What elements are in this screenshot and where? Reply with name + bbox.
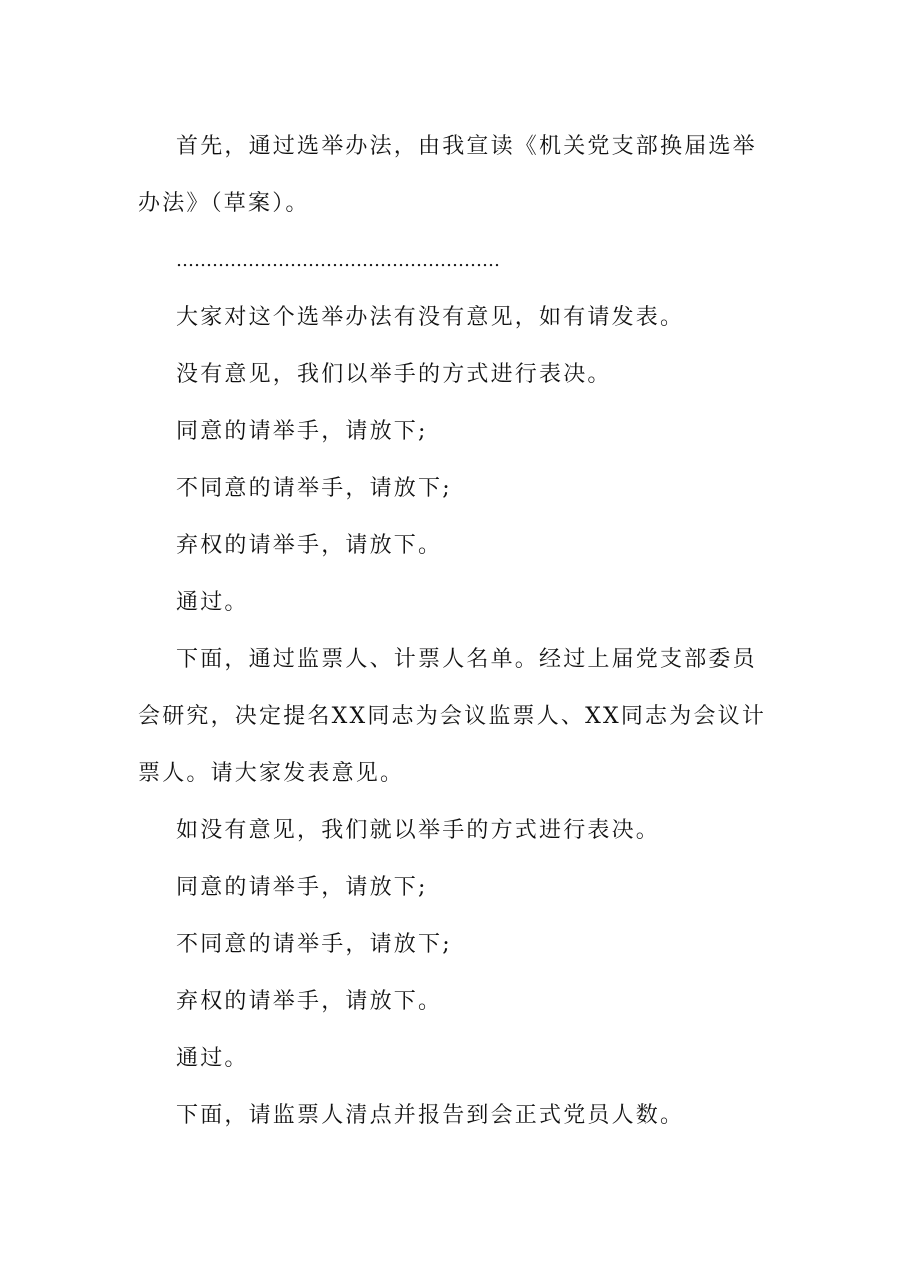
paragraph-vote-method: 没有意见，我们以举手的方式进行表决。 [176,362,612,387]
paragraph-vote-method-2: 如没有意见，我们就以举手的方式进行表决。 [176,818,661,843]
paragraph-passed-2: 通过。 [176,1046,249,1071]
paragraph-agree-2: 同意的请举手，请放下; [176,875,428,900]
paragraph-ask-opinions: 大家对这个选举办法有没有意见，如有请发表。 [176,305,685,330]
paragraph-passed: 通过。 [176,590,249,615]
paragraph-election-method: 首先，通过选举办法，由我宣读《机关党支部换届选举办法》（草案）。 [138,134,757,216]
paragraph-abstain: 弃权的请举手，请放下。 [176,533,443,558]
document-body [138,118,778,1144]
paragraph-abstain-2: 弃权的请举手，请放下。 [176,989,443,1014]
paragraph-ellipsis: ……………………………………………… [176,250,500,271]
paragraph-scrutineers: 下面，通过监票人、计票人名单。经过上届党支部委员会研究，决定提名XX同志为会议监票人、XX同志为会议计票人。请大家发表意见。 [138,647,767,786]
paragraph-disagree: 不同意的请举手，请放下; [176,476,452,501]
paragraph-disagree-2: 不同意的请举手，请放下; [176,932,452,957]
paragraph-headcount: 下面，请监票人清点并报告到会正式党员人数。 [176,1103,685,1128]
paragraph-agree: 同意的请举手，请放下; [176,419,428,444]
